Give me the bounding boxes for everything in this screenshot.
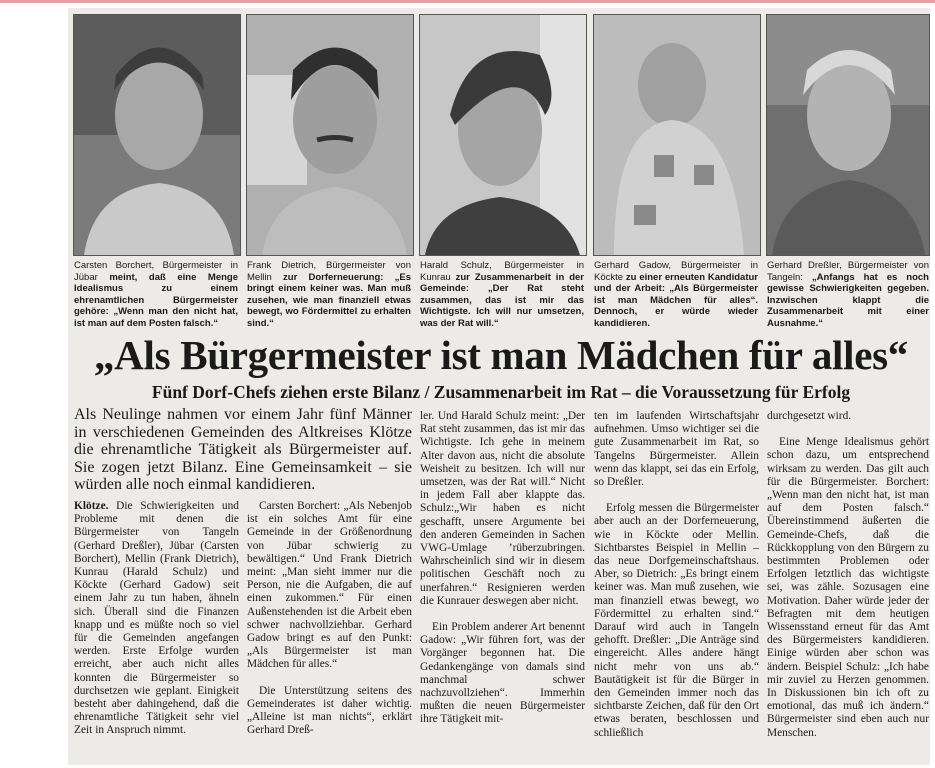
- column-5-paragraph-1: durchgesetzt wird.: [767, 410, 852, 422]
- column-4-paragraph-1: ten im laufenden Wirtschaftsjahr aufnehmen. Umso wichtiger sei die gute Zusammenarbeit im Rat, so Tangelns Bürgermeister. Allein wenn das klappt, sei das ein Erfolg, so Dreßler.: [594, 410, 759, 489]
- photo-gerhard-dressler: [766, 14, 930, 256]
- photo-carsten-borchert: [73, 14, 241, 256]
- dateline: Klötze.: [74, 500, 109, 512]
- subheadline: Fünf Dorf-Chefs ziehen erste Bilanz / Zusammenarbeit im Rat – die Voraussetzung für Erfolg: [151, 382, 851, 402]
- column-3-paragraph-2: Ein Problem anderer Art benennt Gadow: „Wir führen fort, was der Vorgänger begonnen hat. Die Gedankengänge von damals sind manchmal schwer nachzuvollziehen“. Immerhin mußten die neuen Bürgermeister ihre Tätigkeit mit-: [420, 621, 585, 726]
- column-4-paragraph-2: Erfolg messen die Bürgermeister aber auch an der Dorferneuerung, wie in Köckte oder Mellin. Sichtbarstes Beispiel in Mellin – das neue Dorfgemeinschaftshaus. Aber, so Dietrich: „Es bringt einem keiner was. Man muß zusehen, wie man finanziell etwas bewegt, wo Fördermittel zu erhalten sind.“ Darauf wird auch in Tangeln gehofft. Dreßler: „Die Anträge sind eingereicht. Alles andere hängt nicht mehr von uns ab.“ Bautätigkeit ist für die Bürger in den Gemeinden immer noch das sichtbarste Zeichen, daß für den Ort etwas beraten, beschlossen und schließlich: [594, 502, 759, 739]
- column-3-paragraph-1: ler. Und Harald Schulz meint: „Der Rat steht zusammen, das ist mir das Wichtigste. Ich gehe in meinem Alter davon aus, nicht die absolute Weisheit zu besitzen. Ich will nur umsetzen, was der Rat will.“ Nicht in jedem Fall aber klappte das. Schulz:„Wir haben es nicht geschafft, unsere Argumente bei den anderen Gemeinden in Sachen VWG-Umlage ’rüberzubringen. Wahrscheinlich sind wir in diesem politischen Geschäft noch zu unerfahren.“ Resignieren werden die Kunrauer deswegen aber nicht.: [420, 410, 585, 607]
- photo-frank-dietrich: [246, 14, 414, 256]
- article-column-2: [247, 500, 412, 750]
- caption-borchert: Carsten Borchert, Bürgermeister in Jübar meint, daß eine Menge Idealismus zu einem ehrenamtlichen Bürgermeister gehöre: „Wenn man den nicht hat, ist man auf dem Posten falsch.“: [74, 260, 239, 329]
- caption-dressler: Gerhard Dreßler, Bürgermeister von Tangeln: „Anfangs hat es noch gewisse Schwierigkeiten gegeben. Inzwischen klappt die Zusammenarbeit mit einer Ausnahme.“: [767, 260, 929, 329]
- caption-dietrich: Frank Dietrich, Bürgermeister von Mellin zur Dorferneuerung: „Es bringt einem keiner was. Man muß zusehen, wie man finanziell etwas bewegt, wo Fördermittel zu erhalten sind.“: [247, 260, 411, 329]
- caption-schulz: Harald Schulz, Bürgermeister in Kunrau zur Zusammenarbeit in der Gemeinde: „Der Rat steht zusammen, das ist mir das Wichtigste. Ich will nur umsetzen, was der Rat will.“: [420, 260, 584, 329]
- photo-gerhard-gadow: [593, 14, 761, 256]
- article-column-5: [767, 410, 929, 753]
- article-column-4: [594, 410, 759, 753]
- headline: „Als Bürgermeister ist man Mädchen für alles“: [93, 332, 908, 378]
- caption-gadow: Gerhard Gadow, Bürgermeister in Köckte zu einer erneuten Kandidatur und der Arbeit: „Als Bürgermeister ist man Mädchen für alles“. Dennoch, er würde wieder kandidieren.: [594, 260, 758, 329]
- article-column-3: [420, 410, 585, 740]
- lead-paragraph: Als Neulinge nahmen vor einem Jahr fünf Männer in verschiedenen Gemeinden des Altkreises Klötze die ehrenamtliche Tätigkeit als Bürgermeister auf. Sie zogen jetzt Bilanz. Eine Gemeinsamkeit – sie würden alle noch einmal kandidieren.: [74, 406, 412, 494]
- column-1-paragraph: Klötze. Die Schwierigkeiten und Probleme mit denen die Bürgermeister von Tangeln (Gerhard Dreßler), Jübar (Carsten Borchert), Mellin (Frank Dietrich), Kunrau (Harald Schulz) und Köckte (Gerhard Gadow) seit einem Jahr zu tun haben, ähneln sich. Überall sind die Finanzen knapp und es müßte noch so viel für die Gemeinden angefangen werden. Erste Erfolge wurden erreicht, aber auch nicht alles konnten die Bürgermeister so durchsetzen wie geplant. Einigkeit besteht aber dahingehend, daß die ehrenamtliche Tätigkeit sehr viel Zeit in Anspruch nimmt.: [74, 500, 239, 737]
- scan-edge-strip: [0, 0, 935, 3]
- article-column-1: [74, 500, 239, 751]
- column-2-paragraph-2: Die Unterstützung seitens des Gemeinderates ist daher wichtig. „Alleine ist man nichts“, erklärt Gerhard Dreß-: [247, 684, 412, 737]
- column-5-paragraph-2: Eine Menge Idealismus gehört schon dazu, um entsprechend wirksam zu werden. Das gilt auch für die Bürgermeister. Borchert: „Wenn man den nicht hat, ist man auf dem Posten falsch.“ Übereinstimmend äußerten die Gemeinde-Chefs, daß die Rückkopplung von den Bürgern zu bestimmten Problemen oder Erfolgen letztlich das wichtigste sei, was zähle. Sozusagen eine Motivation. Daher würde jeder der Befragten mit dem heutigen Wissensstand erneut für das Amt des Bürgermeisters kandidieren. Einige würden aber schon was ändern. Beispiel Schulz: „Ich habe mir zuviel zu Herzen genommen. In Diskussionen bin ich oft zu emotional, das muß ich ändern.“ Bürgermeister sind eben auch nur Menschen.: [767, 436, 929, 739]
- column-2-paragraph-1: Carsten Borchert: „Als Nebenjob ist ein solches Amt für eine Gemeinde in der Größenordnung von Jübar schwierig zu bewältigen.“ Und Frank Dietrich meint: „Man sieht immer nur die Person, nie die Aufgaben, die auf einen zukommen.“ Für einen Außenstehenden ist die Arbeit eben schwer nachvollziehbar. Gerhard Gadow bringt es auf den Punkt: „Als Bürgermeister ist man Mädchen für alles.“: [247, 500, 412, 671]
- photo-harald-schulz: [419, 14, 587, 256]
